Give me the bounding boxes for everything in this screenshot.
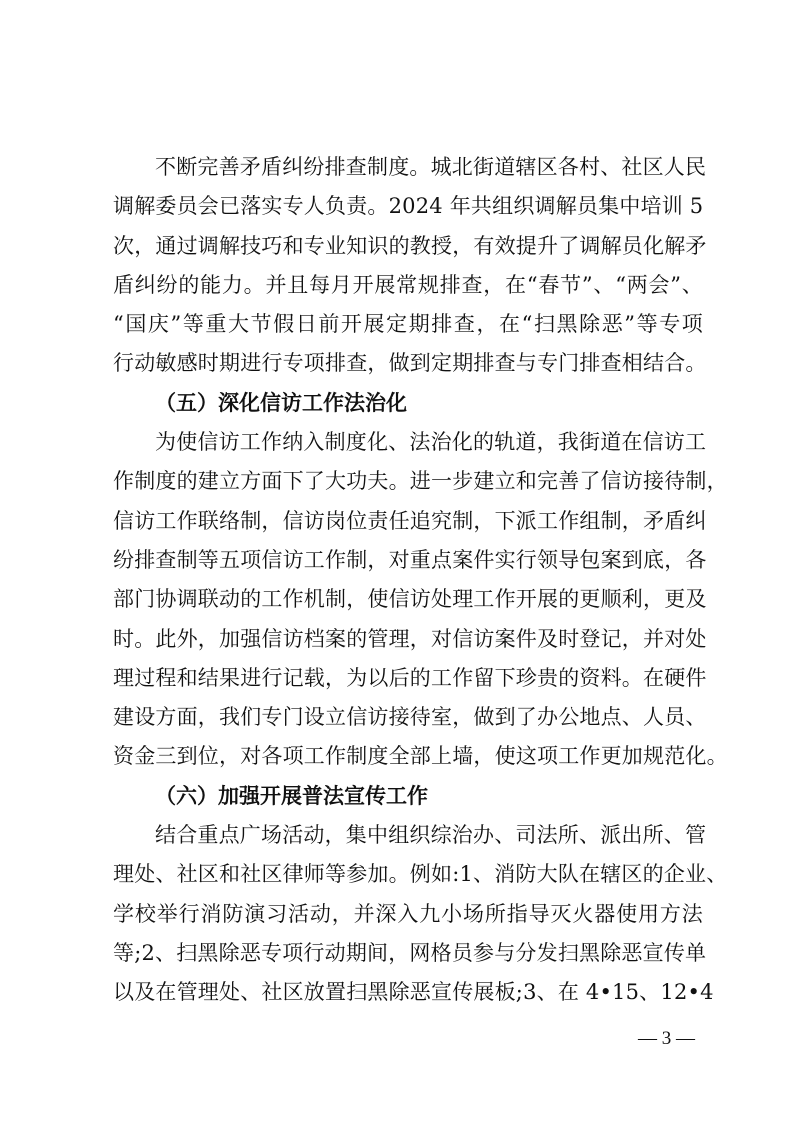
document-body (113, 148, 728, 1013)
paragraph-2-line: 资金三到位，对各项工作制度全部上墙，使这项工作更加规范化。 (113, 744, 728, 769)
paragraph-2-line: 信访工作联络制，信访岗位责任追究制，下派工作组制，矛盾纠 (113, 508, 707, 533)
paragraph-1-line: 行动敏感时期进行专项排查，做到定期排查与专门排查相结合。 (113, 351, 707, 376)
paragraph-3-line: 学校举行消防演习活动，并深入九小场所指导灭火器使用方法 (113, 901, 703, 926)
paragraph-3-line: 理处、社区和社区律师等参加。例如:1、消防大队在辖区的企业、 (113, 862, 728, 887)
paragraph-3-line: 等;2、扫黑除恶专项行动期间，网格员参与分发扫黑除恶宣传单 (113, 940, 707, 965)
paragraph-1-line: 调解委员会已落实专人负责。2024 年共组织调解员集中培训 5 (113, 194, 704, 219)
section-heading-6: （六）加强开展普法宣传工作 (155, 783, 428, 808)
paragraph-1-line: 次，通过调解技巧和专业知识的教授，有效提升了调解员化解矛 (113, 233, 707, 258)
section-heading-5: （五）深化信访工作法治化 (155, 390, 407, 415)
paragraph-3-line: 结合重点广场活动，集中组织综治办、司法所、派出所、管 (155, 823, 707, 848)
paragraph-2-line: 为使信访工作纳入制度化、法治化的轨道，我街道在信访工 (155, 430, 707, 455)
paragraph-1-line: 盾纠纷的能力。并且每月开展常规排查，在“春节”、“两会”、 (113, 272, 703, 297)
paragraph-2-line: 时。此外，加强信访档案的管理，对信访案件及时登记，并对处 (113, 626, 707, 651)
paragraph-2-line: 纷排查制等五项信访工作制，对重点案件实行领导包案到底，各 (113, 547, 707, 572)
paragraph-3-line: 以及在管理处、社区放置扫黑除恶宣传展板;3、在 4•15、12•4 (113, 980, 714, 1005)
paragraph-1-line: 不断完善矛盾纠纷排查制度。城北街道辖区各村、社区人民 (155, 155, 707, 179)
paragraph-1-line: “国庆”等重大节假日前开展定期排查，在“扫黑除恶”等专项 (113, 312, 703, 337)
paragraph-2-line: 作制度的建立方面下了大功夫。进一步建立和完善了信访接待制， (113, 469, 728, 494)
page-number: — 3 — (638, 1028, 695, 1049)
paragraph-2-line: 建设方面，我们专门设立信访接待室，做到了办公地点、人员、 (113, 705, 707, 730)
paragraph-2-line: 理过程和结果进行记载，为以后的工作留下珍贵的资料。在硬件 (113, 665, 707, 690)
paragraph-2-line: 部门协调联动的工作机制，使信访处理工作开展的更顺利，更及 (113, 587, 707, 612)
